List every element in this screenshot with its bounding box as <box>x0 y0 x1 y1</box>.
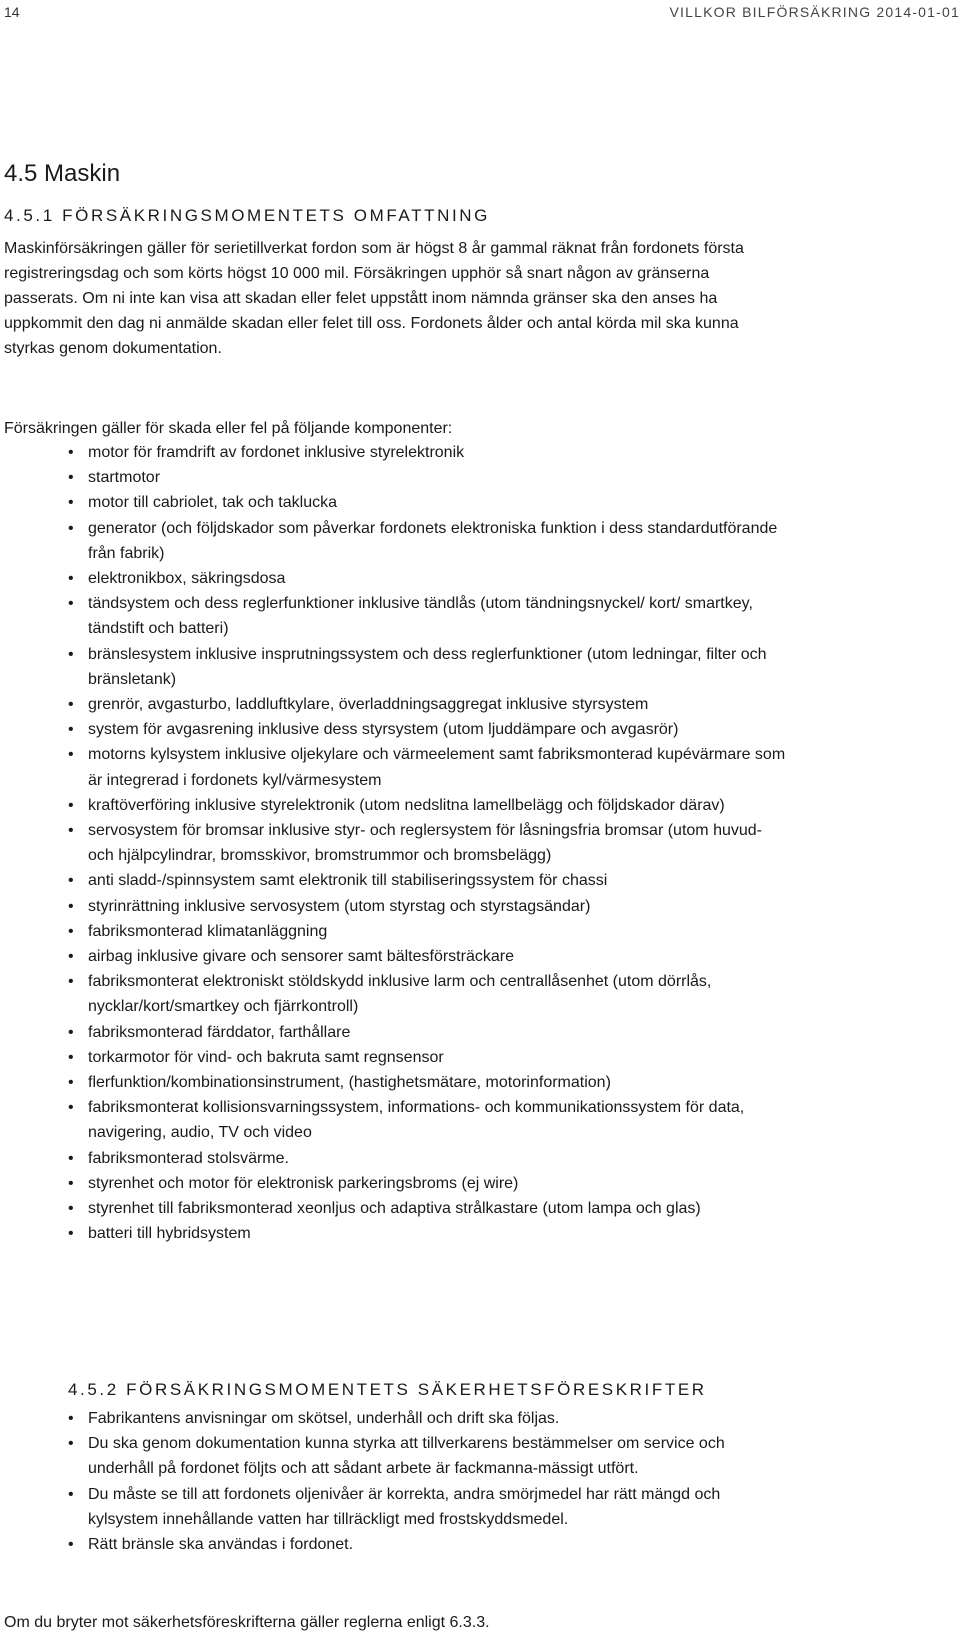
bullet-icon: • <box>68 645 74 663</box>
subsection-heading-scope: 4.5.1 FÖRSÄKRINGSMOMENTETS OMFATTNING <box>4 206 490 225</box>
component-item <box>68 1095 788 1145</box>
component-item-text: styrenhet och motor för elektronisk parkeringsbroms (ej wire) <box>88 1174 519 1192</box>
safety-rule-item-text: Du ska genom dokumentation kunna styrka att tillverkarens bestämmelser om service och underhåll på fordonet följts och att sådant arbete är fackmanna-mässigt utfört. <box>88 1435 725 1478</box>
component-item-text: motor för framdrift av fordonet inklusive styrelektronik <box>88 444 465 461</box>
bullet-icon: • <box>68 595 74 613</box>
component-item-text: generator (och följdskador som påverkar fordonets elektroniska funktion i dess standardutförande från fabrik) <box>88 519 778 562</box>
component-item <box>68 1070 788 1095</box>
bullet-icon: • <box>68 897 74 915</box>
components-list <box>68 440 788 1247</box>
component-item-text: airbag inklusive givare och sensorer samt bältesförsträckare <box>88 948 514 966</box>
page-header <box>0 0 960 30</box>
component-item <box>68 1146 788 1171</box>
component-item-text: motorns kylsystem inklusive oljekylare och värmeelement samt fabriksmonterad kupévärmare som är integrerad i fordonets kyl/värmesystem <box>88 746 786 789</box>
component-item <box>68 818 788 868</box>
bullet-icon: • <box>68 1410 74 1427</box>
component-item <box>68 490 788 515</box>
bullet-icon: • <box>68 1074 74 1092</box>
component-item <box>68 742 788 792</box>
component-item-text: tändsystem och dess reglerfunktioner inklusive tändlås (utom tändningsnyckel/ kort/ smartkey, tändstift och batteri) <box>88 595 753 638</box>
component-item <box>68 1221 788 1246</box>
component-item-text: fabriksmonterat kollisionsvarningssystem, informations- och kommunikationssystem för data, navigering, audio, TV och video <box>88 1099 745 1142</box>
component-item <box>68 1020 788 1045</box>
component-item-text: system för avgasrening inklusive dess styrsystem (utom ljuddämpare och avgasrör) <box>88 721 679 739</box>
bullet-icon: • <box>68 973 74 991</box>
bullet-icon: • <box>68 948 74 966</box>
bullet-icon: • <box>68 1536 74 1554</box>
safety-rule-item-text: Rätt bränsle ska användas i fordonet. <box>88 1536 354 1554</box>
bullet-icon: • <box>68 444 74 461</box>
component-item-text: flerfunktion/kombinationsinstrument, (hastighetsmätare, motorinformation) <box>88 1074 611 1092</box>
bullet-icon: • <box>68 721 74 739</box>
component-item <box>68 919 788 944</box>
bullet-icon: • <box>68 469 74 487</box>
bullet-icon: • <box>68 1023 74 1041</box>
bullet-icon: • <box>68 570 74 588</box>
safety-rule-item <box>68 1532 758 1557</box>
component-item <box>68 894 788 919</box>
safety-rule-item <box>68 1406 758 1431</box>
component-item-text: startmotor <box>88 469 161 487</box>
component-item-text: motor till cabriolet, tak och taklucka <box>88 494 337 512</box>
component-item <box>68 642 788 692</box>
component-item <box>68 717 788 742</box>
component-item-text: fabriksmonterad klimatanläggning <box>88 922 328 940</box>
component-item-text: styrenhet till fabriksmonterad xeonljus och adaptiva strålkastare (utom lampa och glas) <box>88 1200 701 1218</box>
safety-rules-list <box>68 1406 758 1557</box>
component-item <box>68 1171 788 1196</box>
intro-paragraph: Maskinförsäkringen gäller för serietillverkat fordon som är högst 8 år gammal räknat från fordonets första registreringsdag och som körts högst 10 000 mil. Försäkringen upphör så snart någon av gränserna passerats. Om ni inte kan visa att skadan eller felet uppstått inom nämnda gränser ska den anses ha uppkommit den dag ni anmälde skadan eller felet till oss. Fordonets ålder och antal körda mil ska kunna styrkas genom dokumentation. <box>4 240 744 357</box>
bullet-icon: • <box>68 796 74 814</box>
component-item <box>68 566 788 591</box>
component-item-text: servosystem för bromsar inklusive styr- och reglersystem för låsningsfria bromsar (utom huvud- och hjälpcylindrar, bromsskivor, bromstrummor och bromsbelägg) <box>88 822 762 865</box>
component-item <box>68 440 788 465</box>
component-item-text: fabriksmonterat elektroniskt stöldskydd inklusive larm och centrallåsenhet (utom dörrlås, nycklar/kort/smartkey och fjärrkontroll) <box>88 973 712 1016</box>
component-item-text: styrinrättning inklusive servosystem (utom styrstag och styrstagsändar) <box>88 897 591 915</box>
bullet-icon: • <box>68 1200 74 1218</box>
component-item <box>68 868 788 893</box>
safety-rule-item <box>68 1431 758 1481</box>
component-item <box>68 516 788 566</box>
component-item-text: fabriksmonterad stolsvärme. <box>88 1149 289 1167</box>
bullet-icon: • <box>68 822 74 840</box>
component-item <box>68 969 788 1019</box>
component-item <box>68 692 788 717</box>
bullet-icon: • <box>68 1048 74 1066</box>
safety-rule-item <box>68 1482 758 1532</box>
bullet-icon: • <box>68 922 74 940</box>
components-lead-text: Försäkringen gäller för skada eller fel på följande komponenter: <box>4 420 453 437</box>
component-item-text: batteri till hybridsystem <box>88 1225 251 1243</box>
bullet-icon: • <box>68 1174 74 1192</box>
bullet-icon: • <box>68 1485 74 1503</box>
running-title: VILLKOR BILFÖRSÄKRING 2014-01-01 <box>669 4 960 20</box>
bullet-icon: • <box>68 872 74 890</box>
safety-rule-item-text: Du måste se till att fordonets oljenivåer är korrekta, andra smörjmedel har rätt mängd och kylsystem innehållande vatten har tillräckligt med frostskyddsmedel. <box>88 1485 721 1528</box>
bullet-icon: • <box>68 1099 74 1117</box>
section-title: 4.5 Maskin <box>4 160 121 187</box>
component-item <box>68 1045 788 1070</box>
component-item-text: elektronikbox, säkringsdosa <box>88 570 286 588</box>
component-item <box>68 591 788 641</box>
component-item <box>68 1196 788 1221</box>
bullet-icon: • <box>68 696 74 714</box>
bullet-icon: • <box>68 1149 74 1167</box>
component-item <box>68 793 788 818</box>
component-item <box>68 465 788 490</box>
component-item <box>68 944 788 969</box>
component-item-text: anti sladd-/spinnsystem samt elektronik till stabiliseringssystem för chassi <box>88 872 608 890</box>
component-item-text: torkarmotor för vind- och bakruta samt regnsensor <box>88 1048 444 1066</box>
subsection-heading-safety-rules: 4.5.2 FÖRSÄKRINGSMOMENTETS SÄKERHETSFÖRESKRIFTER <box>68 1380 707 1399</box>
page-number: 14 <box>4 4 20 20</box>
bullet-icon: • <box>68 746 74 764</box>
component-item-text: kraftöverföring inklusive styrelektronik (utom nedslitna lamellbelägg och följdskador därav) <box>88 796 725 814</box>
bullet-icon: • <box>68 1435 74 1453</box>
bullet-icon: • <box>68 519 74 537</box>
component-item-text: grenrör, avgasturbo, laddluftkylare, överladdningsaggregat inklusive styrsystem <box>88 696 649 714</box>
safety-rule-item-text: Fabrikantens anvisningar om skötsel, underhåll och drift ska följas. <box>88 1410 560 1427</box>
component-item-text: bränslesystem inklusive insprutningssystem och dess reglerfunktioner (utom ledningar, filter och bränsletank) <box>88 645 767 688</box>
component-item-text: fabriksmonterad färddator, farthållare <box>88 1023 351 1041</box>
bullet-icon: • <box>68 1225 74 1243</box>
bullet-icon: • <box>68 494 74 512</box>
closing-paragraph: Om du bryter mot säkerhetsföreskrifterna gäller reglerna enligt 6.3.3. <box>4 1614 490 1631</box>
